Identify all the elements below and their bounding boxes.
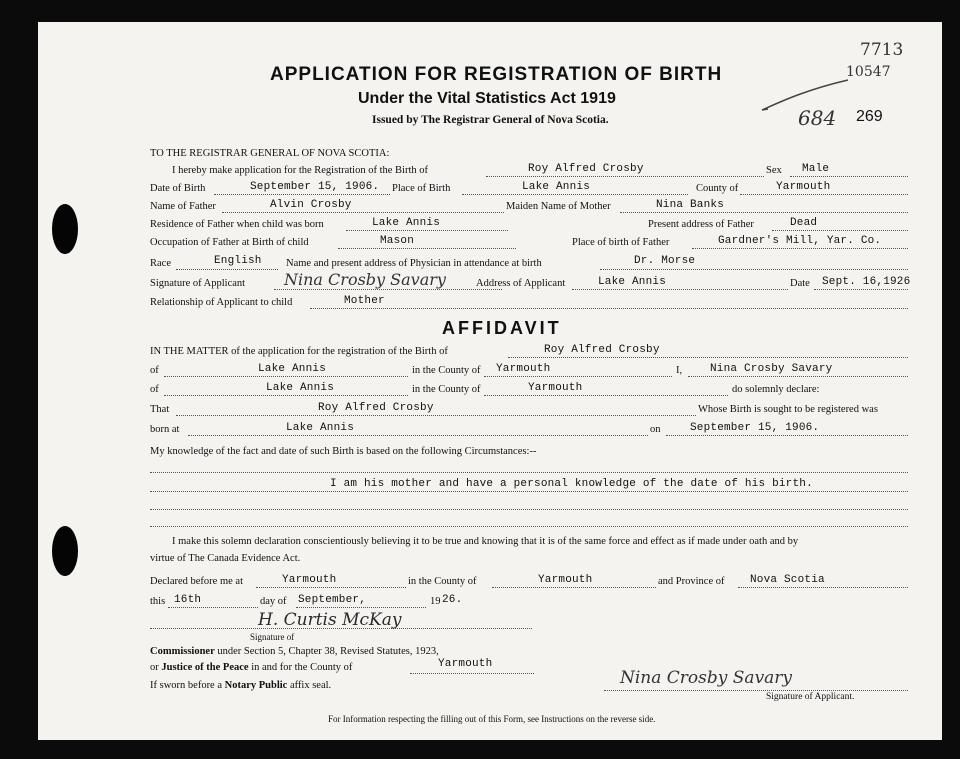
county-phrase: in and for the County of — [251, 662, 353, 673]
this-label: this — [150, 596, 166, 607]
year-value: 26. — [442, 594, 463, 606]
matter-name: Roy Alfred Crosby — [544, 344, 660, 356]
born-at-label: born at — [150, 424, 180, 435]
county-value: Yarmouth — [776, 181, 831, 193]
i-label: I, — [676, 365, 683, 376]
affidavit-heading: AFFIDAVIT — [442, 318, 562, 338]
commissioner-line1 — [150, 646, 439, 657]
that-label: That — [150, 404, 170, 415]
physician-label: Name and present address of Physician in attendance at birth — [286, 258, 542, 269]
matter-label: IN THE MATTER of the application for the registration of the Birth of — [150, 346, 448, 357]
file-number-top: 7713 — [860, 40, 904, 60]
day-value: 16th — [174, 594, 202, 606]
notary-line — [150, 680, 331, 691]
present-address-value: Dead — [790, 217, 818, 229]
of2-value: Lake Annis — [266, 382, 335, 394]
sex-value: Male — [802, 163, 830, 175]
commissioner-signature: H. Curtis McKay — [258, 610, 402, 630]
county3-value: Yarmouth — [538, 574, 593, 586]
whose-birth-label: Whose Birth is sought to be registered was — [698, 404, 878, 415]
pob-label: Place of Birth — [392, 183, 451, 194]
residence-label: Residence of Father when child was born — [150, 219, 324, 230]
applicant-address-value: Lake Annis — [598, 276, 667, 288]
commissioner-county: Yarmouth — [438, 658, 493, 670]
commissioner-statute: under Section 5, Chapter 38, Revised Statutes, 1923, — [217, 646, 439, 657]
occupation-value: Mason — [380, 235, 415, 247]
on-date: September 15, 1906. — [690, 422, 820, 434]
form-subtitle: Under the Vital Statistics Act 1919 — [358, 90, 616, 107]
mother-maiden-label: Maiden Name of Mother — [506, 201, 611, 212]
province-label: and Province of — [658, 576, 725, 587]
physician-value: Dr. Morse — [634, 255, 696, 267]
declaration-line1: I make this solemn declaration conscientiously believing it to be true and knowing that it is of the same force and effect as if made under oath and by — [172, 536, 799, 547]
race-label: Race — [150, 258, 171, 269]
date-label: Date — [790, 278, 810, 289]
relationship-value: Mother — [344, 295, 385, 307]
salutation: TO THE REGISTRAR GENERAL OF NOVA SCOTIA: — [150, 148, 390, 159]
of1-label: of — [150, 365, 159, 376]
notary-prefix: If sworn before a — [150, 680, 223, 691]
footer-note: For Information respecting the filling out of this Form, see Instructions on the reverse side. — [328, 714, 656, 724]
intro-label: I hereby make application for the Registration of the Birth of — [172, 165, 429, 176]
father-label: Name of Father — [150, 201, 216, 212]
or-word: or — [150, 662, 159, 673]
of1-value: Lake Annis — [258, 363, 327, 375]
month-value: September, — [298, 594, 367, 606]
year-prefix: 19 — [430, 596, 441, 607]
handwritten-number: 684 — [798, 106, 837, 130]
circumstance-text: I am his mother and have a personal knowledge of the date of his birth. — [330, 478, 813, 490]
signature-of-applicant-label: Signature of Applicant. — [766, 692, 855, 702]
dob-value: September 15, 1906. — [250, 181, 380, 193]
province-value: Nova Scotia — [750, 574, 825, 586]
county1-value: Yarmouth — [496, 363, 551, 375]
county-label: County of — [696, 183, 739, 194]
county2-label: in the County of — [412, 384, 481, 395]
relationship-label: Relationship of Applicant to child — [150, 297, 293, 308]
father-value: Alvin Crosby — [270, 199, 352, 211]
father-pob-label: Place of birth of Father — [572, 237, 670, 248]
race-value: English — [214, 255, 262, 267]
on-label: on — [650, 424, 661, 435]
present-address-label: Present address of Father — [648, 219, 754, 230]
pob-value: Lake Annis — [522, 181, 591, 193]
sex-label: Sex — [766, 165, 782, 176]
file-number-mid: 10547 — [846, 64, 891, 80]
justice-word: Justice of the Peace — [161, 662, 249, 673]
date-value: Sept. 16,1926 — [822, 276, 911, 288]
that-name: Roy Alfred Crosby — [318, 402, 434, 414]
signature-of-label: Signature of — [250, 632, 295, 642]
born-at-value: Lake Annis — [286, 422, 355, 434]
applicant-affidavit-signature: Nina Crosby Savary — [620, 668, 793, 688]
county2-value: Yarmouth — [528, 382, 583, 394]
notary-suffix: affix seal. — [289, 680, 332, 691]
mother-maiden-value: Nina Banks — [656, 199, 725, 211]
declaration-line2: virtue of The Canada Evidence Act. — [150, 553, 301, 564]
punch-hole-top — [52, 204, 78, 254]
occupation-label: Occupation of Father at Birth of child — [150, 237, 309, 248]
form-issuer: Issued by The Registrar General of Nova Scotia. — [372, 114, 609, 126]
county1-label: in the County of — [412, 365, 481, 376]
form-title: APPLICATION FOR REGISTRATION OF BIRTH — [270, 64, 723, 85]
county3-label: in the County of — [408, 576, 477, 587]
applicant-signature: Nina Crosby Savary — [284, 270, 446, 289]
birth-registration-form — [38, 22, 942, 740]
child-name: Roy Alfred Crosby — [528, 163, 644, 175]
knowledge-label: My knowledge of the fact and date of such Birth is based on the following Circumstances:-- — [150, 446, 537, 457]
applicant-signature-label: Signature of Applicant — [150, 278, 246, 289]
stamped-number: 269 — [856, 108, 883, 125]
declarant-name: Nina Crosby Savary — [710, 363, 833, 375]
notary-word: Notary Public — [224, 680, 288, 691]
of2-label: of — [150, 384, 159, 395]
residence-value: Lake Annis — [372, 217, 441, 229]
commissioner-line2 — [150, 662, 352, 673]
punch-hole-bottom — [52, 526, 78, 576]
solemnly-declare: do solemnly declare: — [732, 384, 820, 395]
dob-label: Date of Birth — [150, 183, 206, 194]
declared-at: Yarmouth — [282, 574, 337, 586]
commissioner-word: Commissioner — [150, 646, 215, 657]
day-of-label: day of — [260, 596, 287, 607]
father-pob-value: Gardner's Mill, Yar. Co. — [718, 235, 882, 247]
declared-label: Declared before me at — [150, 576, 243, 587]
applicant-address-label: Address of Applicant — [476, 278, 566, 289]
